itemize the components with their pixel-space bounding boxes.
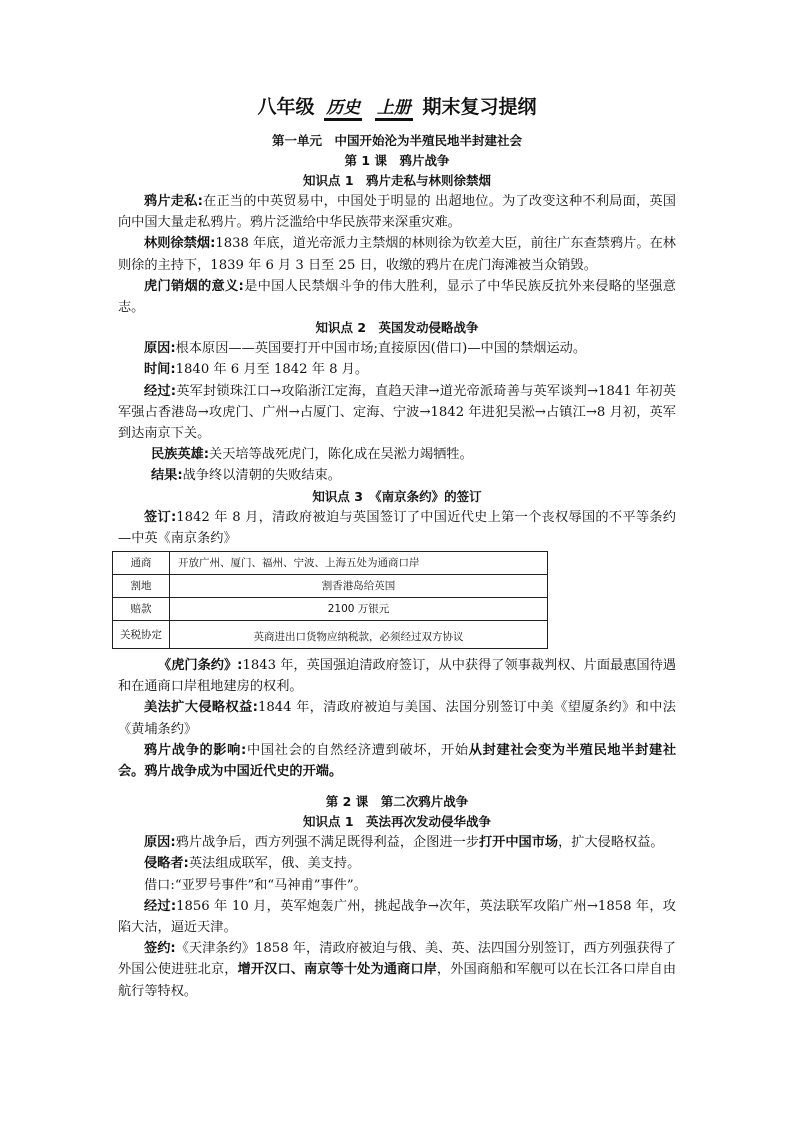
table-row — [113, 552, 548, 575]
paragraph-label: 美法扩大侵略权益: — [144, 700, 258, 716]
paragraph-emphasis: 从封建社会变为半殖民地半封建社会。鸦片战争成为中国近代史的开端。 — [118, 742, 677, 780]
paragraph — [118, 233, 676, 275]
paragraph-label: 《虎门条约》: — [158, 658, 243, 674]
paragraph-label: 经过: — [144, 383, 177, 399]
document-content — [118, 92, 676, 1002]
paragraph-text: 《天津条约》1858 年，清政府被迫与俄、美、英、法四国分别签订，西方列强获得了外国公使进驻北京， — [118, 941, 676, 978]
paragraph-text: 鸦片战争后，西方列强不满足既得利益，企图进一步 — [175, 835, 479, 851]
paragraph-label: 侵略者: — [144, 856, 189, 872]
paragraph — [118, 507, 676, 549]
table-cell-key: 关税协定 — [113, 621, 170, 649]
paragraph-label: 时间: — [144, 362, 176, 378]
title-prefix: 八年级 — [257, 96, 315, 118]
paragraph-label: 签约: — [144, 941, 176, 957]
paragraph — [118, 359, 676, 380]
table-row — [113, 598, 548, 621]
paragraph — [118, 465, 676, 486]
paragraph — [118, 938, 676, 1002]
paragraph — [118, 191, 676, 233]
paragraph-text: 1844 年，清政府被迫与美国、法国分别签订中美《望厦条约》和中法《黄埔条约》 — [118, 700, 676, 737]
paragraph-text: 1840 年 6 月至 1842 年 8 月。 — [175, 362, 369, 378]
paragraph-text: 在正当的中英贸易中，中国处于明显的 出超地位。为了改变这种不利局面，英国向中国大量走私鸦片。鸦片泛滥给中华民族带来深重灾难。 — [118, 194, 676, 231]
paragraph-label: 原因: — [144, 835, 176, 851]
paragraph — [118, 338, 676, 359]
knowledge-point-heading: 知识点 2 英国发动侵略战争 — [315, 320, 479, 336]
paragraph-label: 签订: — [144, 509, 177, 525]
table-cell-value: 2100 万银元 — [170, 598, 548, 621]
title-suffix: 期末复习提纲 — [422, 96, 537, 118]
knowledge-point-heading: 知识点 1 英法再次发动侵华战争 — [302, 814, 492, 830]
paragraph-label: 林则徐禁烟: — [144, 236, 216, 252]
paragraph-text: “亚罗号事件”和“马神甫”事件”。 — [174, 877, 367, 893]
lesson-heading: 第 2 课 第二次鸦片战争 — [325, 794, 469, 810]
paragraph-emphasis: 打开中国市场 — [478, 835, 559, 851]
paragraph-label: 鸦片走私: — [144, 194, 203, 209]
paragraph-label: 借口: — [144, 877, 175, 893]
paragraph-label: 结果: — [151, 468, 183, 484]
treaty-table — [112, 551, 548, 649]
paragraph-label: 经过: — [144, 898, 177, 914]
paragraph-text: 英军封锁珠江口→攻陷浙江定海，直趋天津→道光帝派琦善与英军谈判→1841 年初英军强占香港岛→攻虎门、广州→占厦门、定海、宁波→1842 年进犯吴淞→占镇江→8 月初，英军到达南京下关。 — [118, 383, 676, 442]
knowledge-point-heading: 知识点 1 鸦片走私与林则徐禁烟 — [302, 173, 492, 188]
paragraph-emphasis: 增开汉口、南京等十处为通商口岸 — [237, 962, 437, 978]
title-subject-stamp: 历史 — [324, 93, 362, 121]
document-title — [118, 92, 676, 121]
paragraph — [118, 381, 676, 445]
paragraph-label: 虎门销烟的意义: — [144, 278, 244, 294]
table-cell-value: 英商进出口货物应纳税款，必须经过双方协议 — [170, 621, 548, 649]
knowledge-point-heading: 知识点 3 《南京条约》的签订 — [312, 488, 482, 504]
paragraph — [118, 697, 676, 739]
paragraph-label: 鸦片战争的影响: — [144, 742, 247, 758]
paragraph-text: ，外国商船和军舰可以在长江各口岸自由航行等特权。 — [118, 962, 677, 999]
table-row — [113, 575, 548, 598]
paragraph-text: 1838 年底，道光帝派力主禁烟的林则徐为钦差大臣，前往广东查禁鸦片。在林则徐的主持下，1839 年 6 月 3 日至 25 日，收缴的鸦片在虎门海滩被当众销毁。 — [118, 236, 676, 273]
table-cell-key: 赔款 — [113, 598, 170, 621]
paragraph — [118, 276, 676, 318]
paragraph — [118, 740, 676, 782]
paragraph-text: 1843 年，英国强迫清政府签订，从中获得了领事裁判权、片面最惠国待遇和在通商口岸租地建房的权利。 — [118, 658, 676, 695]
paragraph-text: 中国社会的自然经济遭到破坏，开始 — [246, 742, 469, 758]
paragraph — [118, 875, 676, 896]
table-cell-key: 割地 — [113, 575, 170, 598]
paragraph-text: 是中国人民禁烟斗争的伟大胜利，显示了中华民族反抗外来侵略的坚强意志。 — [118, 278, 676, 316]
paragraph — [118, 655, 676, 697]
unit-heading: 第一单元 中国开始沦为半殖民地半封建社会 — [271, 133, 522, 148]
paragraph-text: 根本原因——英国要打开中国市场;直接原因(借口)—中国的禁烟运动。 — [175, 341, 587, 357]
title-volume-stamp: 上册 — [375, 93, 413, 121]
table-cell-key: 通商 — [113, 552, 170, 575]
lesson-heading: 第 1 课 鸦片战争 — [344, 153, 450, 168]
paragraph — [118, 444, 676, 465]
paragraph-text: 1856 年 10 月，英军炮轰广州，挑起战争→次年，英法联军攻陷广州→1858 年，攻陷大沽，逼近天津。 — [118, 898, 676, 936]
paragraph — [118, 832, 676, 853]
paragraph-text: 关天培等战死虎门，陈化成在吴淞力竭牺牲。 — [209, 447, 473, 463]
paragraph-text: 英法组成联军，俄、美支持。 — [188, 856, 361, 872]
paragraph-text: 战争终以清朝的失败结束。 — [182, 468, 341, 484]
paragraph-text: 1842 年 8 月，清政府被迫与英国签订了中国近代史上第一个丧权辱国的不平等条约—中英《南京条约》 — [118, 509, 676, 546]
paragraph — [118, 853, 676, 874]
table-row — [113, 621, 548, 649]
paragraph-text: ，扩大侵略权益。 — [558, 835, 664, 851]
table-cell-value: 开放广州、厦门、福州、宁波、上海五处为通商口岸 — [170, 552, 548, 575]
paragraph-label: 原因: — [144, 341, 176, 357]
paragraph-label: 民族英雄: — [151, 447, 210, 463]
table-cell-value: 割香港岛给英国 — [170, 575, 548, 598]
paragraph — [118, 896, 676, 938]
